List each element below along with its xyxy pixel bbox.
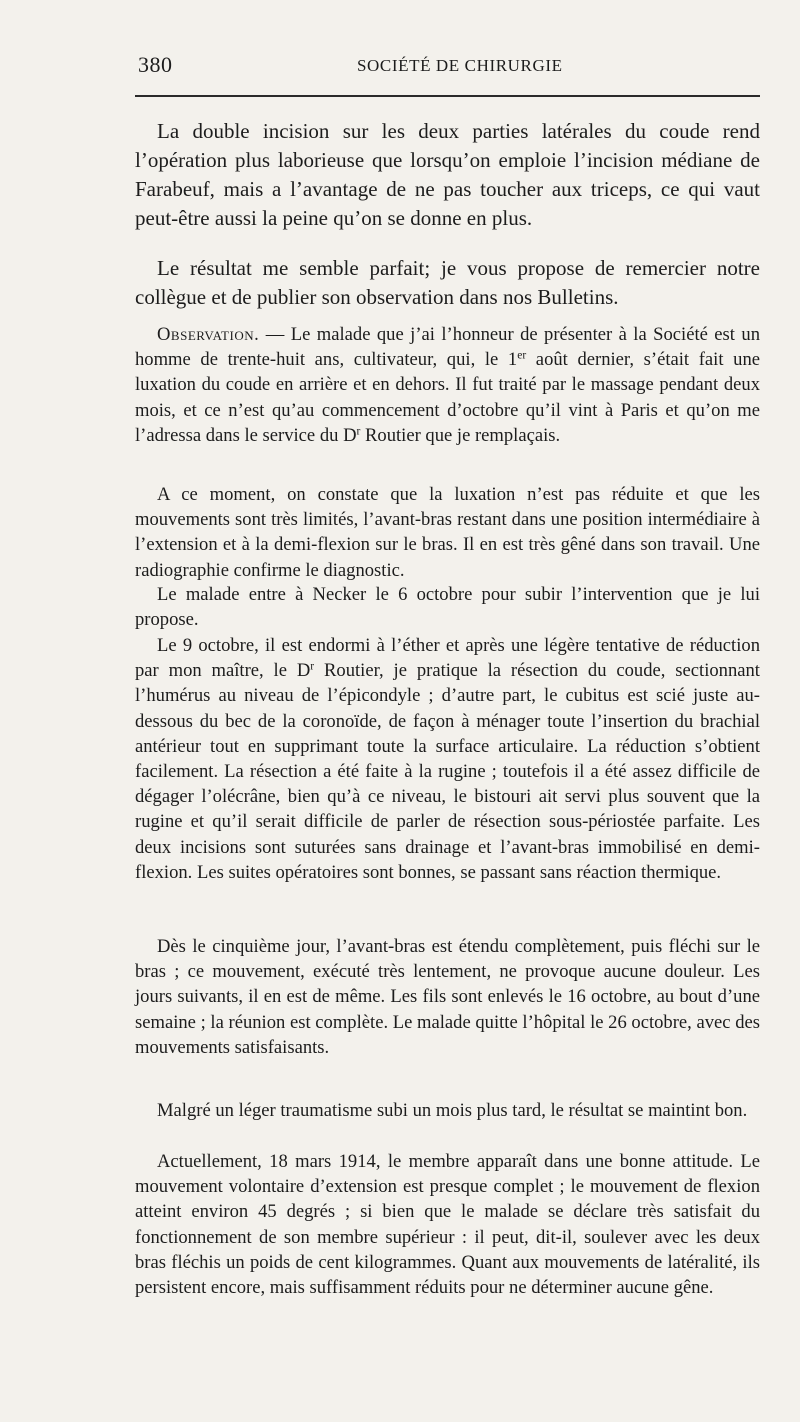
paragraph-operation [135, 633, 760, 885]
observation-text-part-3: Routier que je remplaçais. [360, 424, 561, 446]
operation-text-part-2: Routier, je pratique la résection du coude, sectionnant l’humérus au niveau de l’épicondyle ; d’autre part, le cubitus est scié juste au-dessous du bec de la coronoïde, de façon à ménager toute l’insertion du brachial antérieur tout en supprimant toute la surface articulaire. La réduction s’obtient facilement. La résection a été faite à la rugine ; toutefois il a été assez difficile de dégager l’olécrâne, bien qu’à ce niveau, le bistouri ait servi plus souvent que la rugine et qu’il serait difficile de parler de résection sous-périostée parfaite. Les deux incisions sont suturées sans drainage et l’avant-bras immobilisé en demi-flexion. Les suites opératoires sont bonnes, se passant sans réaction thermique. [135, 660, 760, 883]
paragraph-later-trauma: Malgré un léger traumatisme subi un mois plus tard, le résultat se maintint bon. [157, 1100, 748, 1121]
page-number: 380 [138, 52, 173, 77]
superscript-er: er [517, 349, 527, 362]
page-header [135, 52, 760, 82]
paragraph-double-incision: La double incision sur les deux parties latérales du coude rend l’opération plus laborieuse que lorsqu’on emploie l’incision médiane de Farabeuf, mais a l’avantage de ne pas toucher aux triceps, ce qui vaut peut-être aussi la peine qu’on se donne en plus. [135, 119, 760, 230]
paragraph-recovery: Dès le cinquième jour, l’avant-bras est étendu complètement, puis fléchi sur le bras ; ce mouvement, exécuté très lentement, ne provoque aucune douleur. Les jours suivants, il en est de même. Les fils sont enlevés le 16 octobre, au bout d’une semaine ; la réunion est complète. Le malade quitte l’hôpital le 26 octobre, avec des mouvements satisfaisants. [135, 936, 760, 1058]
paragraph-observation [135, 322, 760, 448]
paragraph-admission: Le malade entre à Necker le 6 octobre pour subir l’intervention que je lui propose. [135, 584, 760, 631]
running-title: SOCIÉTÉ DE CHIRURGIE [357, 56, 563, 75]
observation-label: Observation. [157, 324, 260, 345]
observation-text-part-1: — Le malade que j’ai l’honneur de présenter à la Société est un homme de trente-huit ans, cultivateur, qui, le 1 [135, 324, 760, 371]
header-rule [135, 95, 760, 97]
paragraph-result: Le résultat me semble parfait; je vous propose de remercier notre collègue et de publier son observation dans nos Bulletins. [135, 256, 760, 309]
observation-text-part-2: août dernier, s’était fait une luxation du coude en arrière et en dehors. Il fut traité par le massage pendant deux mois, et ce n’est qu’au commencement d’octobre qu’il vint à Paris et qu’on me l’adressa dans le service du D [135, 349, 760, 446]
paragraph-initial-state: A ce moment, on constate que la luxation n’est pas réduite et que les mouvements sont très limités, l’avant-bras restant dans une position intermédiaire à l’extension et à la demi-flexion sur le bras. Il en est très gêné dans son travail. Une radiographie confirme le diagnostic. [135, 484, 760, 581]
superscript-r: r [310, 660, 315, 673]
operation-text-part-1: Le 9 octobre, il est endormi à l’éther et après une légère tentative de réduction par mon maître, le D [135, 635, 760, 682]
superscript-r: r [356, 425, 361, 438]
paragraph-current-state: Actuellement, 18 mars 1914, le membre apparaît dans une bonne attitude. Le mouvement volontaire d’extension est presque complet ; le mouvement de flexion atteint environ 45 degrés ; si bien que le malade se déclare très satisfait du fonctionnement de son membre supérieur : il peut, dit-il, soulever avec les deux bras fléchis un poids de cent kilogrammes. Quant aux mouvements de latéralité, ils persistent encore, mais suffisamment réduits pour ne déterminer aucune gêne. [135, 1151, 760, 1299]
